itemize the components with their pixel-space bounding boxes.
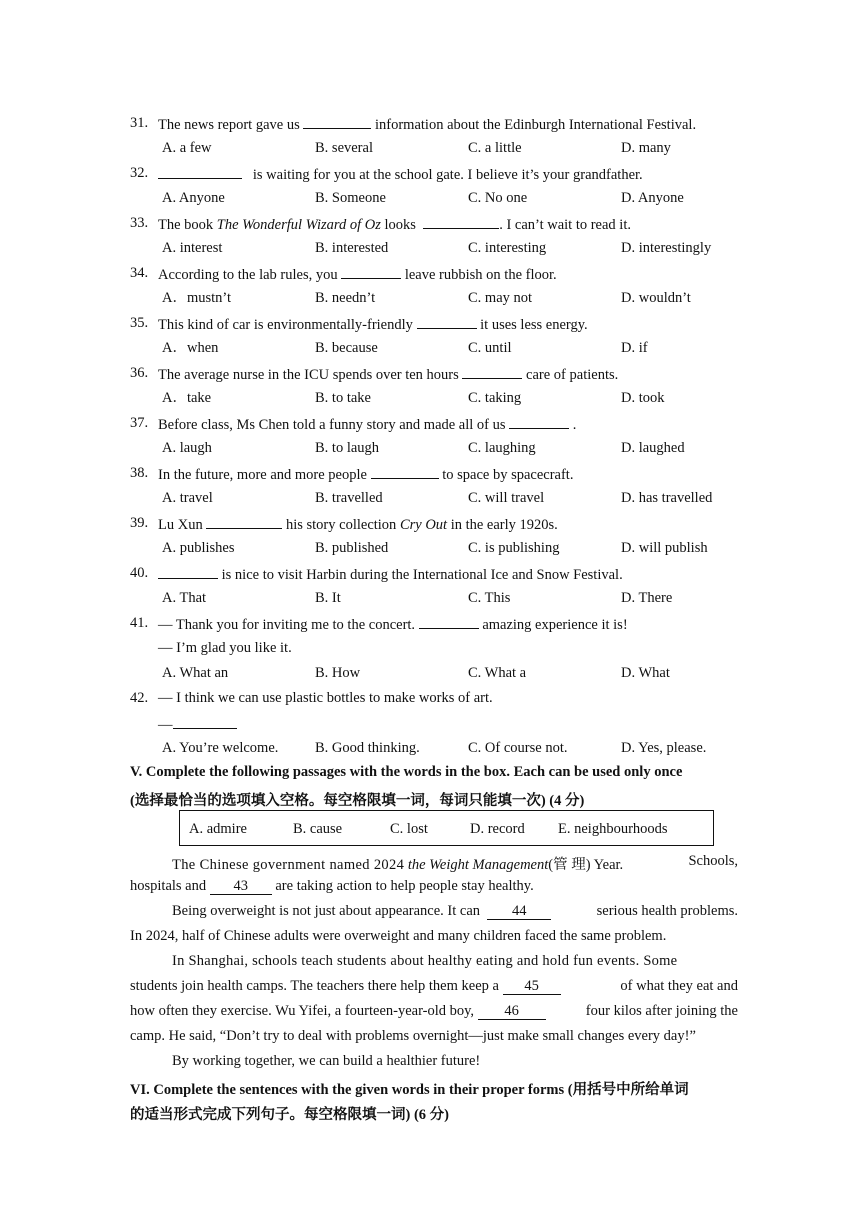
question-number: 40. [130,565,149,581]
option-c: C. may not [468,290,533,306]
question-number: 31. [130,115,149,131]
option-b: B. published [315,540,389,556]
section-6-title-cn: (用括号中所给单词 [567,1082,689,1098]
question-text: — I think we can use plastic bottles to make works of art. [158,690,493,706]
section-6-title [130,1078,689,1099]
option-d: D. interestingly [621,240,712,256]
passage-text: serious health problems. [596,903,738,919]
option-b: B. to take [315,390,371,406]
option-a: A. laugh [162,440,212,456]
section-6-title-en: VI. Complete the sentences with the given words in their proper forms [130,1082,565,1098]
passage-text: hospitals and [130,878,207,894]
question-text: his story collection [285,517,397,533]
passage-line [130,978,738,995]
answer-blank [417,314,477,329]
option-c: C. laughing [468,440,536,456]
answer-blank [173,714,237,729]
question-text: The book [158,217,214,233]
option-c: C. What a [468,665,527,681]
question-number: 36. [130,365,149,381]
section-5-title-en: V. Complete the following passages with the words in the box. Each can be used only once [130,764,683,780]
option-a: A．mustn’t [162,290,232,306]
option-d: D. laughed [621,440,685,456]
option-d: D. has travelled [621,490,713,506]
answer-blank [303,114,371,129]
passage-text: The Chinese government named 2024 [172,857,405,873]
option-b: B. It [315,590,341,606]
question-text: According to the lab rules, you [158,267,338,283]
word-box-item: B. cause [293,821,343,837]
passage-text: are taking action to help people stay healthy. [275,878,534,894]
question-text: to space by spacecraft. [442,467,574,483]
passage-line [172,903,738,920]
option-c: C. will travel [468,490,545,506]
passage-text: (管 理) Year. [548,857,624,873]
question-text: The average nurse in the ICU spends over ten hours [158,367,459,383]
question-text: Lu Xun [158,517,203,533]
option-b: B. interested [315,240,389,256]
question-number: 34. [130,265,149,281]
option-a: A．when [162,340,219,356]
option-d: D. Anyone [621,190,684,206]
answer-blank [341,264,401,279]
option-b: B. needn’t [315,290,376,306]
passage-text: students join health camps. The teachers there help them keep a [130,978,499,994]
option-c: C. until [468,340,512,356]
answer-blank [509,414,569,429]
option-b: B. to laugh [315,440,380,456]
answer-blank [423,214,499,229]
option-d: D. wouldn’t [621,290,691,306]
question-text: care of patients. [526,367,619,383]
question-number: 42. [130,690,149,706]
question-number: 41. [130,615,149,631]
question-text: looks [384,217,416,233]
option-a: A．take [162,390,212,406]
passage-text: of what they eat and [620,978,738,994]
option-a: A. Anyone [162,190,225,206]
question-text: . I can’t wait to read it. [499,217,631,233]
question-text: is nice to visit Harbin during the International Ice and Snow Festival. [221,567,623,583]
option-a: A. That [162,590,207,606]
option-c: C. interesting [468,240,547,256]
passage-line: In Shanghai, schools teach students about healthy eating and hold fun events. Some [172,953,678,969]
option-c: C. is publishing [468,540,560,556]
question-text: amazing experience it is! [482,617,628,633]
question-number: 32. [130,165,149,181]
option-c: C. Of course not. [468,740,568,756]
question-text: — Thank you for inviting me to the concert. [158,617,416,633]
passage-line: In 2024, half of Chinese adults were overweight and many children faced the same problem. [130,928,667,944]
blank-44: 44 [487,903,551,920]
question-number: 37. [130,415,149,431]
word-box [179,810,714,846]
reply-text: — I’m glad you like it. [158,640,292,656]
question-number: 39. [130,515,149,531]
question-text: leave rubbish on the floor. [404,267,557,283]
blank-43: 43 [210,878,272,895]
option-b: B. several [315,140,373,156]
passage-line [172,853,738,874]
question-text: it uses less energy. [480,317,588,333]
option-c: C. This [468,590,511,606]
word-box-item: C. lost [390,821,428,837]
book-title: Cry Out [399,517,448,533]
passage-line: By working together, we can build a healthier future! [172,1053,481,1069]
option-c: C. a little [468,140,522,156]
option-d: D. will publish [621,540,708,556]
word-box-item: A. admire [189,821,247,837]
option-b: B. Good thinking. [315,740,420,756]
question-number: 38. [130,465,149,481]
option-d: D. many [621,140,671,156]
passage-line: camp. He said, “Don’t try to deal with problems overnight—just make small changes every day!” [130,1028,696,1044]
book-title: The Wonderful Wizard of Oz [216,217,381,233]
question-text: in the early 1920s. [450,517,558,533]
option-a: A. What an [162,665,229,681]
option-a: A. interest [162,240,223,256]
option-d: D. if [621,340,648,356]
option-a: A. travel [162,490,213,506]
question-text: . [572,417,577,433]
option-d: D. What [621,665,670,681]
question-text: is waiting for you at the school gate. I believe it’s your grandfather. [252,167,643,183]
option-d: D. took [621,390,665,406]
option-b: B. Someone [315,190,386,206]
passage-line [130,1003,738,1020]
passage-text: four kilos after joining the [585,1003,738,1019]
option-c: C. taking [468,390,522,406]
answer-blank [206,514,282,529]
answer-blank [462,364,522,379]
passage-text: Schools, [688,853,738,869]
passage-line [130,878,534,895]
section-6-title-cn-2: 的适当形式完成下列句子。每空格限填一词) (6 分) [130,1107,449,1123]
question-text: The news report gave us [158,117,300,133]
answer-blank [158,164,242,179]
option-d: D. There [621,590,673,606]
answer-blank [158,564,218,579]
option-d: D. Yes, please. [621,740,707,756]
word-box-item: E. neighbourhoods [558,821,668,837]
option-b: B. travelled [315,490,383,506]
answer-blank [371,464,439,479]
option-a: A. You’re welcome. [162,740,279,756]
question-text: This kind of car is environmentally-friendly [158,317,413,333]
answer-blank [419,614,479,629]
reply-dash: — [158,717,173,733]
word-box-item: D. record [470,821,525,837]
option-b: B. because [315,340,378,356]
question-number: 33. [130,215,149,231]
question-text: In the future, more and more people [158,467,367,483]
option-b: B. How [315,665,361,681]
question-text: information about the Edinburgh International Festival. [374,117,697,133]
question-text: Before class, Ms Chen told a funny story and made all of us [158,417,506,433]
option-a: A. publishes [162,540,235,556]
question-number: 35. [130,315,149,331]
option-c: C. No one [468,190,528,206]
passage-text: Being overweight is not just about appearance. It can [172,903,481,919]
passage-text: the Weight Management [407,857,549,873]
passage-text: how often they exercise. Wu Yifei, a fourteen-year-old boy, [130,1003,475,1019]
section-5-title-cn: (选择最恰当的选项填入空格。每空格限填一词，每词只能填一次) (4 分) [130,793,585,809]
blank-45: 45 [503,978,561,995]
option-a: A. a few [162,140,212,156]
blank-46: 46 [478,1003,546,1020]
